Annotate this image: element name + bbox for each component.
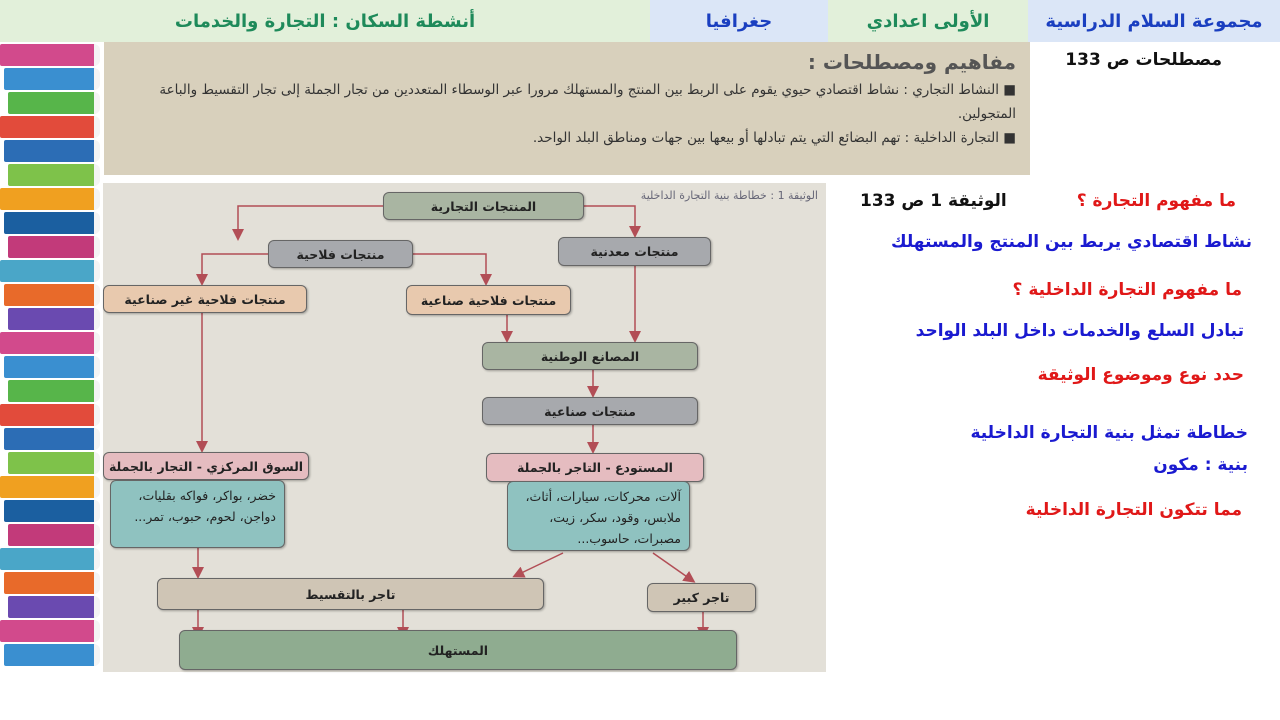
books-decoration (0, 42, 100, 720)
box-agricultural-products: منتجات فلاحية (268, 240, 413, 268)
book-spine (8, 524, 100, 546)
book-spine (0, 260, 100, 282)
diagram-caption: الوثيقة 1 : خطاطة بنية التجارة الداخلية (640, 189, 818, 202)
book-spine (8, 596, 100, 618)
box-industrial-products: منتجات صناعية (482, 397, 698, 425)
book-spine (0, 332, 100, 354)
book-spine (8, 308, 100, 330)
book-spine (0, 188, 100, 210)
doc-ref: الوثيقة 1 ص 133 (860, 191, 1007, 211)
box-central-market: السوق المركزي - التجار بالجملة (103, 452, 309, 480)
question-4: مما تتكون التجارة الداخلية (1025, 500, 1242, 520)
box-agri-industrial: منتجات فلاحية صناعية (406, 285, 571, 315)
list-agri-goods: خضر، بواكر، فواكه بقليات، دواجن، لحوم، حبوب، تمر... (110, 480, 285, 548)
book-spine (0, 620, 100, 642)
list-industrial-goods: آلات، محركات، سيارات، أثاث، ملابس، وقود، سكر، زيت، مصبرات، حاسوب... (507, 481, 690, 551)
answer-1: نشاط اقتصادي يربط بين المنتج والمستهلك (891, 232, 1252, 252)
book-spine (0, 44, 100, 66)
book-spine (8, 92, 100, 114)
book-spine (0, 404, 100, 426)
definitions-box (104, 42, 1030, 175)
definition-internal-trade: ■ التجارة الداخلية : تهم البضائع التي يتم تبادلها أو بيعها بين جهات ومناطق البلد الواحد. (532, 130, 1016, 146)
box-national-factories: المصانع الوطنية (482, 342, 698, 370)
book-spine (8, 164, 100, 186)
box-warehouse: المستودع - التاجر بالجملة (486, 453, 704, 482)
box-commercial-products: المنتجات التجارية (383, 192, 584, 220)
book-spine (4, 356, 100, 378)
definitions-title: مفاهيم ومصطلحات : (807, 50, 1016, 74)
book-spine (4, 284, 100, 306)
box-consumer: المستهلك (179, 630, 737, 670)
answer-2: تبادل السلع والخدمات داخل البلد الواحد (915, 321, 1244, 341)
book-spine (4, 572, 100, 594)
book-spine (4, 68, 100, 90)
book-spine (4, 428, 100, 450)
header-subject: جغرافيا (650, 0, 828, 42)
header-group: مجموعة السلام الدراسية (1028, 0, 1280, 42)
book-spine (4, 500, 100, 522)
header-lesson: أنشطة السكان : التجارة والخدمات (0, 0, 650, 42)
book-spine (4, 140, 100, 162)
question-1: ما مفهوم التجارة ؟ (1076, 191, 1236, 211)
question-3: حدد نوع وموضوع الوثيقة (1037, 365, 1244, 385)
box-agri-nonindustrial: منتجات فلاحية غير صناعية (103, 285, 307, 313)
answer-3: خطاطة تمثل بنية التجارة الداخلية (970, 423, 1248, 443)
box-retailer: تاجر بالتقسيط (157, 578, 544, 610)
answer-3b: بنية : مكون (1153, 455, 1248, 475)
book-spine (8, 452, 100, 474)
question-2: ما مفهوم التجارة الداخلية ؟ (1012, 280, 1242, 300)
book-spine (4, 644, 100, 666)
terms-ref: مصطلحات ص 133 (1065, 50, 1222, 70)
header-grade: الأولى اعدادي (828, 0, 1028, 42)
book-spine (0, 548, 100, 570)
book-spine (0, 476, 100, 498)
book-spine (0, 116, 100, 138)
definition-trade: ■ النشاط التجاري : نشاط اقتصادي حيوي يقوم على الربط بين المنتج والمستهلك مرورا عبر الوسطاء المتعددين من تجار الجملة إلى تجار التقسيط والباعة المتجولين. (159, 82, 1016, 122)
trade-structure-diagram (103, 183, 826, 672)
box-mineral-products: منتجات معدنية (558, 237, 711, 266)
book-spine (8, 380, 100, 402)
box-big-trader: تاجر كبير (647, 583, 756, 612)
book-spine (8, 236, 100, 258)
book-spine (4, 212, 100, 234)
